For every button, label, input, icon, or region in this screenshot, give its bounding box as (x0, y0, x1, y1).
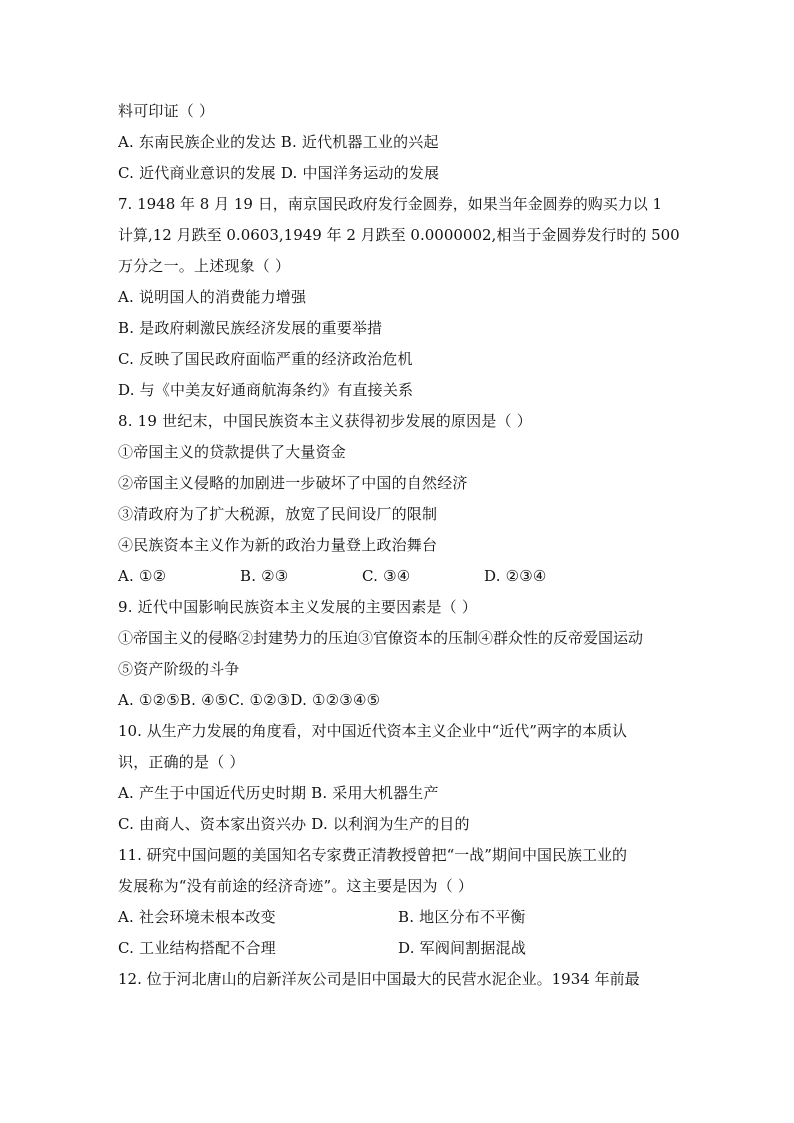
q7-stem-line2: 计算,12 月跌至 0.0603,1949 年 2 月跌至 0.0000002,相当于金圆券发行时的 500 (118, 226, 680, 244)
q9-stem: 9. 近代中国影响民族资本主义发展的主要因素是（ ） (118, 598, 478, 616)
q11-options-ab (118, 902, 678, 933)
q7-option-c: C. 反映了国民政府面临严重的经济政治危机 (118, 350, 413, 368)
q11-stem-line1: 11. 研究中国问题的美国知名专家费正清教授曾把“一战”期间中国民族工业的 (118, 846, 627, 864)
q8-stem: 8. 19 世纪末，中国民族资本主义获得初步发展的原因是（ ） (118, 412, 532, 430)
question-content (118, 96, 678, 995)
q11-option-d: D. 军阀间割据混战 (398, 939, 527, 957)
q7-option-d: D. 与《中美友好通商航海条约》有直接关系 (118, 381, 414, 399)
q11-stem-line2: 发展称为“没有前途的经济奇迹”。这主要是因为（ ） (118, 877, 474, 895)
q8-statement-2: ②帝国主义侵略的加剧进一步破坏了中国的自然经济 (118, 474, 468, 492)
q7-option-a: A. 说明国人的消费能力增强 (118, 288, 307, 306)
q6-options-cd: C. 近代商业意识的发展 D. 中国洋务运动的发展 (118, 164, 440, 182)
q8-option-d: D. ②③④ (484, 567, 547, 585)
q11-option-b: B. 地区分布不平衡 (398, 908, 526, 926)
q11-option-c: C. 工业结构搭配不合理 (118, 939, 276, 957)
q9-statements-line2: ⑤资产阶级的斗争 (118, 660, 240, 678)
q10-options-ab: A. 产生于中国近代历史时期 B. 采用大机器生产 (118, 784, 439, 802)
q9-options: A. ①②⑤B. ④⑤C. ①②③D. ①②③④⑤ (118, 691, 381, 709)
q8-statement-4: ④民族资本主义作为新的政治力量登上政治舞台 (118, 536, 438, 554)
q8-statement-3: ③清政府为了扩大税源，放宽了民间设厂的限制 (118, 505, 438, 523)
q10-options-cd: C. 由商人、资本家出资兴办 D. 以利润为生产的目的 (118, 815, 470, 833)
q8-option-b: B. ②③ (240, 567, 289, 585)
q8-option-c: C. ③④ (362, 567, 411, 585)
q7-stem-line3: 万分之一。上述现象（ ） (118, 257, 291, 275)
q9-statements-line1: ①帝国主义的侵略②封建势力的压迫③官僚资本的压制④群众性的反帝爱国运动 (118, 629, 644, 647)
q7-stem-line1: 7. 1948 年 8 月 19 日，南京国民政府发行金圆券，如果当年金圆券的购买力以 1 (118, 195, 663, 213)
q6-options-ab: A. 东南民族企业的发达 B. 近代机器工业的兴起 (118, 133, 439, 151)
q8-options (118, 561, 678, 592)
q11-option-a: A. 社会环境未根本改变 (118, 908, 276, 926)
q6-stem-tail: 料可印证（ ） (118, 102, 215, 120)
q12-stem-line1: 12. 位于河北唐山的启新洋灰公司是旧中国最大的民营水泥企业。1934 年前最 (118, 970, 640, 988)
q7-option-b: B. 是政府刺激民族经济发展的重要举措 (118, 319, 383, 337)
q10-stem-line2: 识，正确的是（ ） (118, 753, 245, 771)
q10-stem-line1: 10. 从生产力发展的角度看，对中国近代资本主义企业中“近代”两字的本质认 (118, 722, 627, 740)
q8-option-a: A. ①② (118, 567, 167, 585)
q8-statement-1: ①帝国主义的贷款提供了大量资金 (118, 443, 347, 461)
q11-options-cd (118, 933, 678, 964)
